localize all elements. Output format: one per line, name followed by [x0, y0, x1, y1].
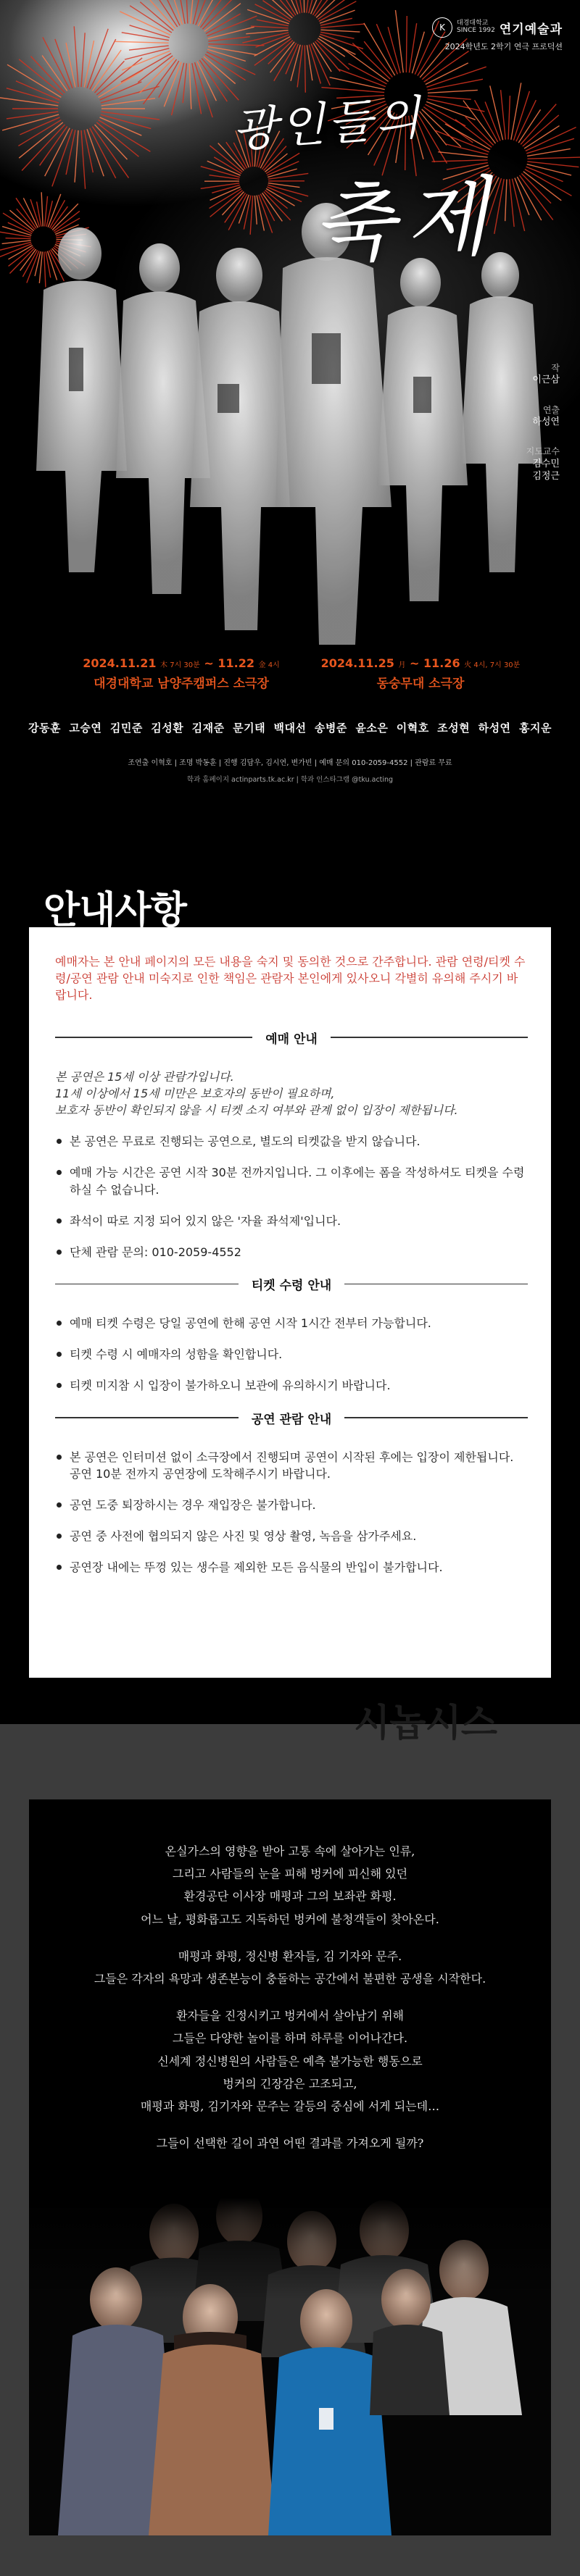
- firework-spark: [320, 18, 352, 25]
- notice-section-heading: 예매 안내: [265, 1032, 318, 1047]
- date-block-1: 2024.11.21 木 7시 30분 ~ 11.22 金 4시 대경대학교 남양주캠퍼스 소극장: [80, 656, 283, 691]
- firework-spark: [94, 125, 127, 159]
- firework-spark: [19, 122, 63, 158]
- firework-spark: [139, 58, 174, 93]
- logo-university-name: 대경대학교 SINCE 1992: [457, 20, 495, 34]
- age-notice: 본 공연은 15세 이상 관람가입니다. 11세 이상에서 15세 미만은 보호자의 동반이 필요하며, 보호자 동반이 확인되지 않을 시 티켓 소지 여부와 관계 없이 입장이 제한됩니다.: [55, 1069, 458, 1117]
- firework-spark: [246, 30, 288, 34]
- synopsis-paragraph: 온실가스의 영향을 받아 고통 속에 살아가는 인류, 그리고 사람들의 눈을 피해 벙커에 피신해 있던 환경공단 이사장 매평과 그의 보좌관 화평. 어느 날, 평화롭고도 지독하던 벙커에 불청객들이 찾아온다.: [141, 1844, 439, 1926]
- notice-section-heading: 공연 관람 안내: [251, 1412, 332, 1427]
- credit-role: 작: [551, 363, 560, 373]
- synopsis-paragraph: 매평과 화평, 정신병 환자들, 김 기자와 문주. 그들은 각자의 욕망과 생존본능이 충돌하는 공간에서 불편한 공생을 시작한다.: [94, 1949, 486, 1986]
- firework-spark: [170, 0, 182, 25]
- firework-spark: [81, 33, 85, 87]
- cast-list: 강동훈 고승연 김민준 김성환 김재준 문기태 백대선 송병준 윤소은 이혁호 조성현 하성연 홍지운: [28, 722, 552, 735]
- firework-spark: [257, 20, 289, 26]
- poster-title-line2: 축제: [310, 166, 500, 276]
- firework-spark: [122, 33, 169, 41]
- list-item: 예매 티켓 수령은 당일 공연에 한해 공연 시작 1시간 전부터 가능합니다.: [55, 1315, 528, 1331]
- notice-section-heading: 티켓 수령 안내: [251, 1279, 332, 1294]
- list-item: 본 공연은 인터미션 없이 소극장에서 진행되며 공연이 시작된 후에는 입장이 제한됩니다. 공연 10분 전까지 공연장에 도착해주시기 바랍니다.: [55, 1449, 528, 1482]
- list-item: 공연 도중 퇴장하시는 경우 재입장은 불가합니다.: [55, 1497, 528, 1513]
- logo-subtitle: 2024학년도 2학기 연극 프로덕션: [444, 42, 563, 51]
- list-item: 공연 중 사전에 협의되지 않은 사진 및 영상 촬영, 녹음을 삼가주세요.: [55, 1528, 528, 1544]
- firework-spark: [208, 46, 257, 54]
- poster-title-line1: 광인들의: [231, 91, 425, 159]
- firework-spark: [208, 44, 264, 46]
- firework-spark: [251, 26, 289, 28]
- contact-info: 학과 홈페이지 actinparts.tk.ac.kr | 학과 인스타그램 @tku.acting: [186, 776, 394, 784]
- list-item: 공연장 내에는 뚜껑 있는 생수를 제외한 모든 음식물의 반입이 불가합니다.: [55, 1559, 528, 1576]
- firework-spark: [7, 88, 59, 103]
- firework-spark: [406, 16, 407, 72]
- firework-spark: [0, 97, 58, 105]
- firework-spark: [309, 45, 320, 84]
- logo-department-name: 연기예술과: [499, 22, 563, 37]
- divider: [331, 1037, 528, 1038]
- firework-spark: [140, 2, 173, 30]
- divider: [344, 1284, 528, 1285]
- firework-spark: [55, 39, 72, 88]
- credit-person: 하성연: [532, 416, 560, 427]
- firework-spark: [320, 30, 360, 32]
- poster: [0, 0, 580, 840]
- firework-spark: [129, 46, 169, 50]
- credit-role: 연출: [542, 404, 560, 415]
- firework-spark: [315, 0, 340, 16]
- divider: [344, 1417, 528, 1418]
- firework-spark: [96, 122, 138, 156]
- firework-spark: [74, 26, 78, 87]
- synopsis-text: [29, 1840, 551, 2169]
- synopsis-paragraph: 환자들을 진정시키고 벙커에서 살아남기 위해 그들은 다양한 놀이를 하며 하루를 이어나간다. 신세계 정신병원의 사람들은 예측 불가능한 행동으로 벙커의 긴장감은 고조되고, 매평과 화평, 김기자와 문주는 갈등의 중심에 서게 되는데…: [140, 2009, 440, 2113]
- synopsis-card: [29, 1799, 551, 2535]
- firework-spark: [66, 43, 75, 88]
- credit-role: 지도교수: [526, 446, 560, 457]
- list-item: 본 공연은 무료로 진행되는 공연으로, 별도의 티켓값을 받지 않습니다.: [55, 1133, 528, 1150]
- notice-card: [29, 927, 551, 1678]
- divider: [55, 1284, 239, 1285]
- firework-spark: [320, 24, 365, 28]
- notice-section-booking: [55, 1029, 528, 1261]
- performance-dates: [0, 656, 580, 700]
- firework-spark: [192, 63, 202, 114]
- department-logo: [432, 17, 563, 52]
- firework-spark: [30, 57, 65, 93]
- notice-warning: 예매자는 본 안내 페이지의 모든 내용을 숙지 및 동의한 것으로 간주합니다. 관람 연령/티켓 수령/공연 관람 안내 미숙지로 인한 책임은 관람자 본인에게 있사오니 각별히 유의해 주시기 바랍니다.: [55, 955, 526, 1003]
- firework-spark: [90, 39, 116, 89]
- poster-credits: [526, 362, 560, 483]
- list-item: 좌석이 따로 지정 되어 있지 않은 '자율 좌석제'입니다.: [55, 1213, 528, 1229]
- list-item: 예매 가능 시간은 공연 시작 30분 전까지입니다. 그 이후에는 폼을 작성하셔도 티켓을 수령하실 수 없습니다.: [55, 1164, 528, 1197]
- venue-name: 동숭무대 소극장: [376, 677, 465, 691]
- notice-title: 안내사항: [44, 889, 186, 932]
- firework-spark: [19, 59, 63, 95]
- notice-section-viewing: [55, 1409, 528, 1576]
- firework-spark: [409, 23, 416, 72]
- divider: [55, 1037, 252, 1038]
- firework-spark: [352, 43, 390, 79]
- credit-person: 이근삼: [532, 375, 560, 386]
- synopsis-title: 시놉시스: [354, 1702, 497, 1745]
- firework-spark: [186, 0, 188, 24]
- firework-spark: [317, 40, 349, 70]
- firework-spark: [115, 41, 168, 43]
- firework-spark: [270, 42, 294, 72]
- firework-spark: [183, 63, 186, 103]
- list-item: 티켓 수령 시 예매자의 성함을 확인합니다.: [55, 1346, 528, 1363]
- firework-spark: [320, 32, 354, 38]
- staff-list: 조연출 이혁호 | 조명 박동훈 | 진행 김담우, 김시연, 변가빈 | 예매 문의 010-2059-4552 | 관람료 무료: [128, 759, 452, 767]
- date-block-2: 2024.11.25 月 ~ 11.26 火 4시, 7시 30분 동숭무대 소극장: [304, 656, 536, 691]
- venue-name: 대경대학교 남양주캠퍼스 소극장: [94, 677, 269, 691]
- firework-spark: [315, 41, 340, 71]
- university-emblem-icon: K: [432, 17, 452, 38]
- cast-group-photo: [29, 2198, 551, 2535]
- synopsis-paragraph: 그들이 선택한 길이 과연 어떤 결과를 가져오게 될까?: [156, 2136, 424, 2151]
- firework-spark: [268, 41, 293, 64]
- firework-spark: [189, 63, 191, 109]
- list-item: 티켓 미지참 시 입장이 불가하오니 보관에 유의하시기 바랍니다.: [55, 1377, 528, 1394]
- divider: [55, 1417, 239, 1418]
- notice-section-ticket: [55, 1275, 528, 1394]
- firework-spark: [102, 112, 160, 120]
- firework-spark: [307, 45, 312, 80]
- poster-title: [203, 80, 551, 276]
- firework-spark: [395, 10, 403, 72]
- firework-spark: [2, 114, 59, 130]
- firework-spark: [7, 112, 58, 119]
- list-item: 단체 관람 문의: 010-2059-4552: [55, 1244, 528, 1260]
- credit-person: 김수민 김정근: [532, 458, 560, 482]
- firework-spark: [7, 64, 61, 97]
- firework-spark: [84, 41, 94, 88]
